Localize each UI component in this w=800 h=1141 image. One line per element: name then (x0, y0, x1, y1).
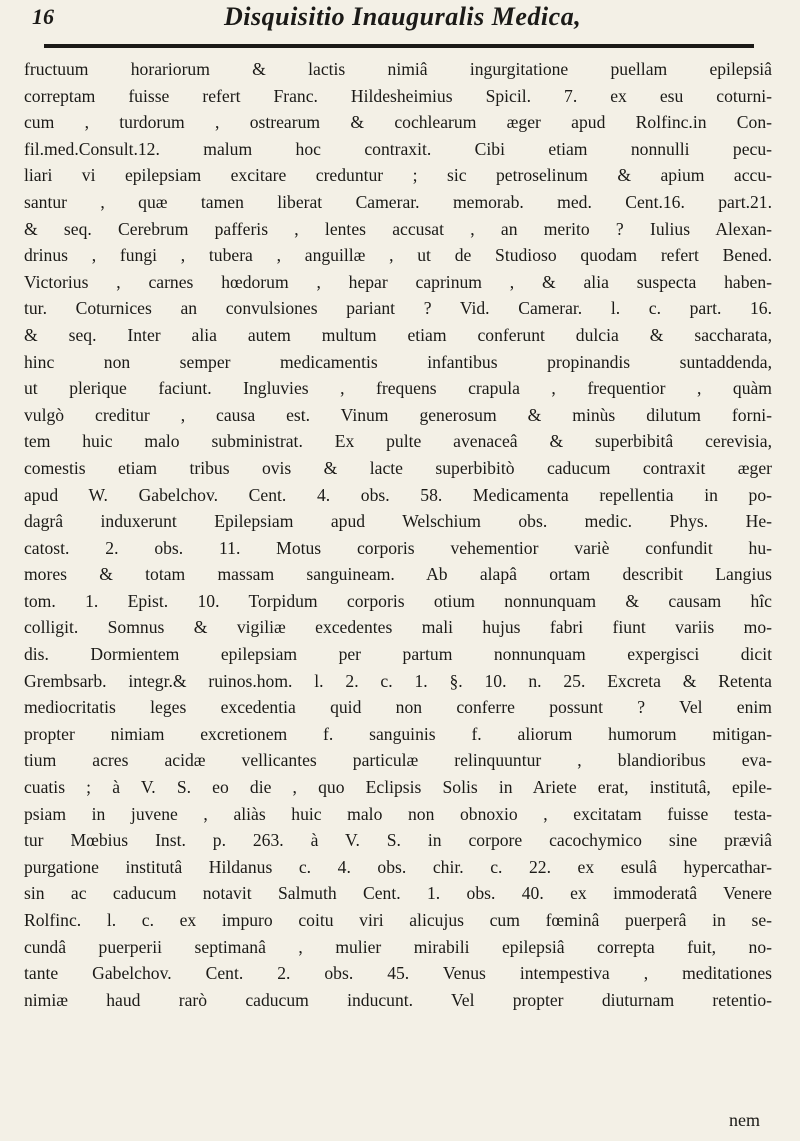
running-head: Disquisitio Inauguralis Medica, (224, 2, 582, 31)
text-line: propter nimiam excretionem f. sanguinis f. aliorum humorum mitigan- (24, 723, 772, 744)
text-line: hinc non semper medicamentis infantibus propinandis suntaddenda, (24, 351, 772, 372)
text-line: liari vi epilepsiam excitare creduntur ; sic petroselinum & apium accu- (24, 165, 772, 186)
text-line: santur , quæ tamen liberat Camerar. memorab. med. Cent.16. part.21. (24, 191, 772, 212)
text-line: comestis etiam tribus ovis & lacte superbibitò caducum contraxit æger (24, 457, 772, 478)
text-line: dagrâ induxerunt Epilepsiam apud Welschium obs. medic. Phys. He- (24, 511, 772, 532)
text-line: apud W. Gabelchov. Cent. 4. obs. 58. Medicamenta repellentia in po- (24, 484, 772, 505)
page-number: 16 (32, 4, 54, 29)
text-line: mediocritatis leges excedentia quid non conferre possunt ? Vel enim (24, 697, 772, 718)
text-line: fil.med.Consult.12. malum hoc contraxit. Cibi etiam nonnulli pecu- (24, 138, 772, 159)
text-line: tur. Coturnices an convulsiones pariant ? Vid. Camerar. l. c. part. 16. (24, 298, 772, 319)
text-line: cuatis ; à V. S. eo die , quo Eclipsis Solis in Ariete erat, institutâ, epile- (24, 777, 772, 798)
text-line: cundâ puerperii septimanâ , mulier mirabili epilepsiâ correpta fuit, no- (24, 936, 772, 957)
text-line: & seq. Cerebrum pafferis , lentes accusat , an merito ? Iulius Alexan- (24, 218, 772, 239)
text-line: ut plerique faciunt. Ingluvies , frequens crapula , frequentior , quàm (24, 378, 772, 399)
text-line: vulgò creditur , causa est. Vinum generosum & minùs dilutum forni- (24, 404, 772, 425)
text-line: sin ac caducum notavit Salmuth Cent. 1. obs. 40. ex immoderatâ Venere (24, 883, 772, 904)
text-line: psiam in juvene , aliàs huic malo non obnoxio , excitatam fuisse testa- (24, 803, 772, 824)
body-text (24, 56, 772, 1013)
catchword: nem (729, 1110, 760, 1130)
text-line: colligit. Somnus & vigiliæ excedentes mali hujus fabri fiunt variis mo- (24, 617, 772, 638)
text-line: mores & totam massam sanguineam. Ab alapâ ortam describit Langius (24, 564, 772, 585)
text-line: drinus , fungi , tubera , anguillæ , ut de Studioso quodam refert Bened. (24, 245, 772, 266)
text-line: purgatione institutâ Hildanus c. 4. obs. chir. c. 22. ex esulâ hypercathar- (24, 856, 772, 877)
page-header (24, 0, 772, 56)
text-line: correptam fuisse refert Franc. Hildesheimius Spicil. 7. ex esu coturni- (24, 85, 772, 106)
text-line: cum , turdorum , ostrearum & cochlearum æger apud Rolfinc.in Con- (24, 112, 772, 133)
text-line: tante Gabelchov. Cent. 2. obs. 45. Venus intempestiva , meditationes (24, 963, 772, 984)
text-line: nimiæ haud rarò caducum inducunt. Vel propter diuturnam retentio- (24, 989, 772, 1010)
text-line: Grembsarb. integr.& ruinos.hom. l. 2. c. 1. §. 10. n. 25. Excreta & Retenta (24, 670, 772, 691)
text-line: tium acres acidæ vellicantes particulæ relinquuntur , blandioribus eva- (24, 750, 772, 771)
text-line: tom. 1. Epist. 10. Torpidum corporis otium nonnunquam & causam hîc (24, 590, 772, 611)
text-line: Rolfinc. l. c. ex impuro coitu viri alicujus cum fœminâ puerperâ in se- (24, 910, 772, 930)
text-line: tem huic malo subministrat. Ex pulte avenaceâ & superbibitâ cerevisia, (24, 431, 772, 452)
text-line: & seq. Inter alia autem multum etiam conferunt dulcia & saccharata, (24, 324, 772, 345)
text-line: tur Mœbius Inst. p. 263. à V. S. in corpore cacochymico sine præviâ (24, 830, 772, 851)
header-rule (44, 44, 754, 48)
text-line: dis. Dormientem epilepsiam per partum nonnunquam expergisci dicit (24, 644, 772, 665)
text-line: catost. 2. obs. 11. Motus corporis vehementior variè confundit hu- (24, 537, 772, 558)
text-line: Victorius , carnes hœdorum , hepar caprinum , & alia suspecta haben- (24, 271, 772, 292)
text-line: fructuum horariorum & lactis nimiâ ingurgitatione puellam epilepsiâ (24, 59, 772, 79)
